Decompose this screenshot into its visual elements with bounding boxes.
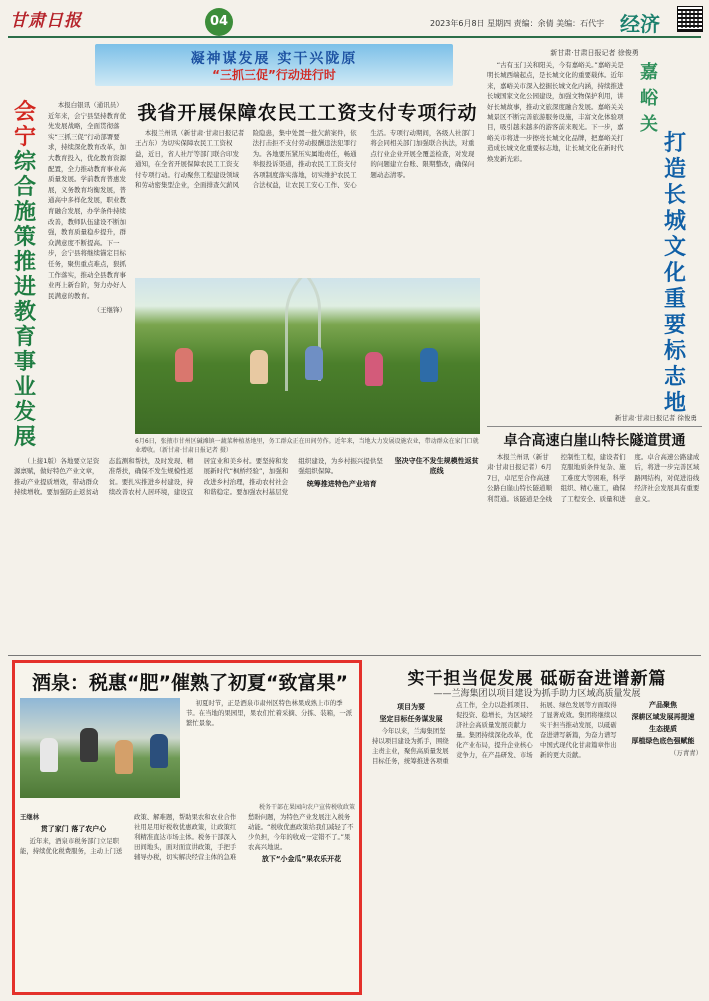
greenhouse-photo: [135, 278, 480, 434]
mid-article-body: [14, 456, 480, 652]
mid-subhead-1: 统筹推进特色产业培育: [306, 479, 377, 488]
campaign-banner: [95, 44, 453, 86]
orchard-photo: [20, 698, 180, 798]
banner-line-2: “三抓三促”行动进行时: [212, 68, 336, 82]
main-article-text: 本报兰州讯（新甘肃·甘肃日报记者王占东）为切实保障农民工工资权益，近日，省人社厅等部门联合印发通知，在全省开展保障农民工工资支付专项行动。行动聚焦工程建设领域和劳动密集型企业，全面排查欠薪风险隐患，集中处置一批欠薪案件，依法打击拒不支付劳动报酬违法犯罪行为。各地要压紧压实属地责任，畅通举报投诉渠道，推动农民工工资支付各项制度落实落地，切实维护农民工合法权益，让农民工安心工作、安心生活。专项行动期间，各级人社部门将会同相关部门加强联合执法，对重点行业企业开展全覆盖检查，对发现的问题建立台账、限期整改，确保问题动态清零。: [135, 129, 475, 190]
right-article-header: 新甘肃·甘肃日报记者 徐俊勇: [550, 49, 639, 57]
qr-code-icon: [677, 6, 703, 32]
left-title-rest: 综合施策推进教育事业发展: [14, 149, 37, 450]
main-headline: 我省开展保障农民工工资支付专项行动: [137, 102, 478, 124]
newspaper-logo: 甘肃日报: [10, 11, 82, 31]
left-article-author: （王继锋）: [93, 306, 126, 315]
lanhai-headline: 实干担当促发展 砥砺奋进谱新篇: [407, 669, 667, 689]
lanhai-subhead-3: 产品聚焦: [649, 701, 677, 709]
right-title-main: 打造长城文化重要标志地: [664, 130, 687, 416]
lanhai-subhead-5: 生态提质: [649, 725, 677, 733]
lanhai-subhead-4: 深耕区域发展再提速: [631, 713, 695, 721]
left-article-text: 本报白银讯（通讯员）近年来，会宁县坚持教育优先发展战略，全面贯彻落实“三抓三促”行动部署要求，持续深化教育改革，加大教育投入，优化教育资源配置，全力推动教育事业高质量发展。学前教育普惠发展，义务教育均衡发展，普通高中多样化发展，职业教育融合发展，办学条件持续改善，教师队伍建设不断加强，教育质量稳步提升，群众满意度不断提高。下一步，会宁县将继续锚定目标任务，聚焦重点难点，狠抓工作落实，推动全县教育事业再上新台阶，努力办好人民满意的教育。: [48, 101, 126, 300]
lanhai-subhead-6: 厚植绿色底色强赋能: [631, 737, 695, 745]
lanhai-article-body: [372, 700, 702, 996]
banner-line-1: 凝神谋发展 实干兴陇原: [190, 51, 358, 67]
right-title-top: 嘉峪关: [640, 62, 658, 135]
right-article-body: [487, 60, 629, 410]
box-headline: 酒泉：税惠“肥”催熟了初夏“致富果”: [32, 672, 348, 694]
mid-article-text: （上接1版）各地要立足资源禀赋，做好特色产业文章，推动产业提质增效，带动群众持续增收。要加强防止返贫动态监测和帮扶，及时发现、精准帮扶，确保不发生规模性返贫。要扎实推进乡村建设，持续改善农村人居环境，建设宜居宜业和美乡村。要坚持和发展新时代“枫桥经验”，加强和改进乡村治理，推动农村社会和谐稳定。要加强农村基层党组织建设，为乡村振兴提供坚强组织保障。: [14, 457, 383, 497]
masthead-rule: [8, 36, 701, 38]
left-article-title: [14, 100, 42, 450]
divider: [487, 426, 702, 427]
section-name: 经济: [620, 12, 660, 36]
left-title-prefix: 会宁: [14, 99, 37, 150]
right-article-author: 新甘肃·甘肃日报记者 徐俊勇: [614, 414, 697, 422]
main-article-body: [135, 128, 480, 276]
box-intro-text: 初夏时节，正是酒泉市肃州区特色林果成熟上市的季节。在当地的果园里，果农们忙着采摘、分拣、装箱，一派繁忙景象。: [186, 699, 353, 727]
box-byline: 王继林: [20, 813, 40, 821]
lanhai-subhead-1: 项目为要: [397, 703, 425, 711]
tunnel-article-text: 本报兰州讯（新甘肃·甘肃日报记者）6月7日，卓尼至合作高速公路白崖山特长隧道顺利贯通。该隧道是全线控制性工程，建设者们克服地质条件复杂、施工难度大等困难，科学组织、精心施工，确保了工程安全、质量和进度。卓合高速公路建成后，将进一步完善区域路网结构，对促进沿线经济社会发展具有重要意义。: [487, 453, 700, 503]
main-photo-caption: 6月6日，张掖市甘州区碱滩镇一蔬菜种植基地里，务工群众正在田间劳作。近年来，当地大力发展设施农业，带动群众在家门口就业增收。（新甘肃·甘肃日报记者 摄）: [135, 438, 479, 454]
tunnel-headline: 卓合高速白崖山特长隧道贯通: [503, 433, 686, 449]
box-photo-caption: 税务干部在果园向农户宣传税收政策: [258, 804, 355, 811]
box-subhead-2: 放下“小金瓜”果农乐开花: [261, 855, 342, 863]
box-subhead-1: 贯了家门 落了农户心: [40, 825, 107, 833]
lanhai-article-text: 今年以来，兰海集团坚持以项目建设为抓手，围绕主责主业，聚焦高质量发展目标任务，统筹推进各项重点工作，全力以赴抓项目、促投资、稳增长，为区域经济社会高质量发展贡献力量。集团持续深化改革，优化产业布局，提升企业核心竞争力，在产品研发、市场拓展、绿色发展等方面取得了显著成效。集团将继续以实干担当推动发展，以砥砺奋进谱写新篇，为奋力谱写中国式现代化甘肃篇章作出新的更大贡献。: [372, 701, 617, 765]
right-article-title: [640, 60, 700, 416]
lanhai-subhead-2: 坚定目标任务谋发展: [379, 715, 443, 723]
box-article-text: 近年来，酒泉市税务部门立足职能，持续优化税费服务，主动上门送政策、解难题，帮助果农和农业合作社用足用好税收优惠政策，让政策红利精准直达市场主体。税务干部深入田间地头，面对面宣讲政策，手把手辅导办税，切实解决经营主体的急难愁盼问题，为特色产业发展注入税务动能。“税收优惠政策给我们减轻了不少负担，今年的收成一定错不了。”果农高兴地说。: [20, 813, 354, 861]
mid-subhead-2: 坚决守住不发生规模性返贫底线: [394, 457, 479, 476]
lanhai-source: （万青青）: [670, 749, 702, 757]
section-divider: [8, 655, 701, 656]
page-number-badge: 04: [205, 8, 233, 36]
tunnel-article-body: [487, 452, 702, 652]
left-article-body: [48, 100, 126, 450]
issue-line: 2023年6月8日 星期四 责编：余倩 美编：石代宇: [430, 19, 605, 28]
right-article-text: “古有玉门关和阳关，今有嘉峪关。”嘉峪关是明长城西端起点，是长城文化的重要载体。近年来，嘉峪关市深入挖掘长城文化内涵，持续推进长城国家文化公园建设，加强文物保护利用，讲好长城故事，推动文旅深度融合发展。嘉峪关关城景区不断完善旅游服务设施，丰富文化体验项目，吸引越来越多的游客前来观光。下一步，嘉峪关市将进一步擦亮长城文化品牌，把嘉峪关打造成长城文化重要标志地，让长城文化在新时代焕发新光彩。: [487, 61, 624, 163]
lanhai-subheadline: ——兰海集团以项目建设为抓手助力区域高质量发展: [433, 689, 641, 699]
box-intro: [186, 698, 354, 798]
box-article-body: [20, 812, 355, 990]
